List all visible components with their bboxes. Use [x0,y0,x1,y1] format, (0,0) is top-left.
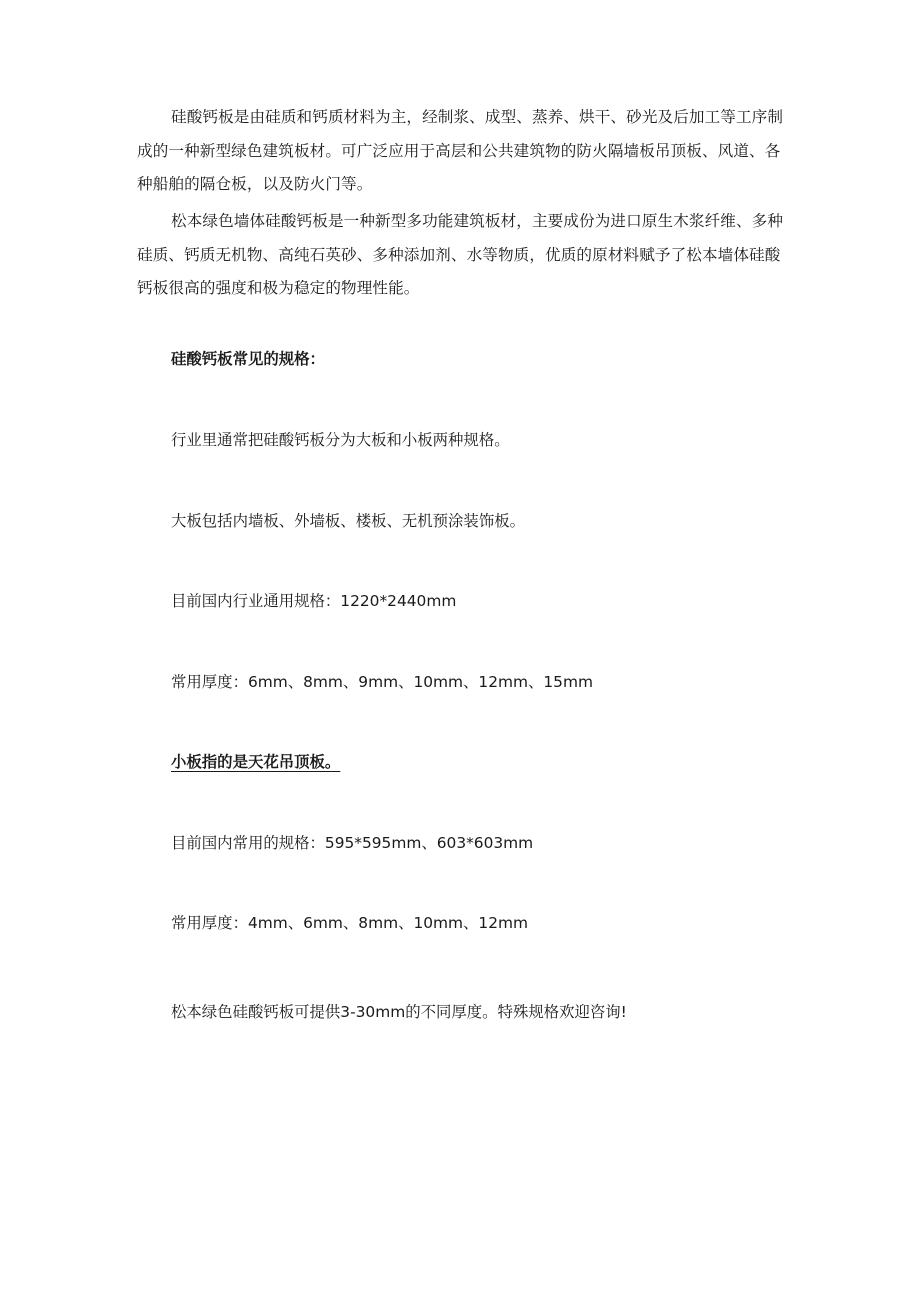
closing-note: 松本绿色硅酸钙板可提供3-30mm的不同厚度。特殊规格欢迎咨询! [171,1003,627,1021]
intro-paragraph: 硅酸钙板是由硅质和钙质材料为主，经制浆、成型、蒸养、烘干、砂光及后加工等工序制成的一种新型绿色建筑板材。可广泛应用于高层和公共建筑物的防火隔墙板吊顶板、风道、各种船舶的隔仓板，以及防火门等。 [137,108,784,193]
large-board-size: 目前国内行业通用规格：1220*2440mm [171,592,457,610]
spec-heading: 硅酸钙板常见的规格： [171,350,325,368]
small-board-size: 目前国内常用的规格：595*595mm、603*603mm [171,834,534,852]
large-board-types: 大板包括内墙板、外墙板、楼板、无机预涂装饰板。 [171,512,525,530]
large-board-thickness: 常用厚度：6mm、8mm、9mm、10mm、12mm、15mm [171,673,593,691]
product-paragraph: 松本绿色墙体硅酸钙板是一种新型多功能建筑板材，主要成份为进口原生木浆纤维、多种硅质、钙质无机物、高纯石英砂、多种添加剂、水等物质，优质的原材料赋予了松本墙体硅酸钙板很高的强度和极为稳定的物理性能。 [137,212,784,297]
small-board-heading: 小板指的是天花吊顶板。 [171,753,341,771]
small-board-thickness: 常用厚度：4mm、6mm、8mm、10mm、12mm [171,914,528,932]
spec-intro: 行业里通常把硅酸钙板分为大板和小板两种规格。 [171,431,510,449]
